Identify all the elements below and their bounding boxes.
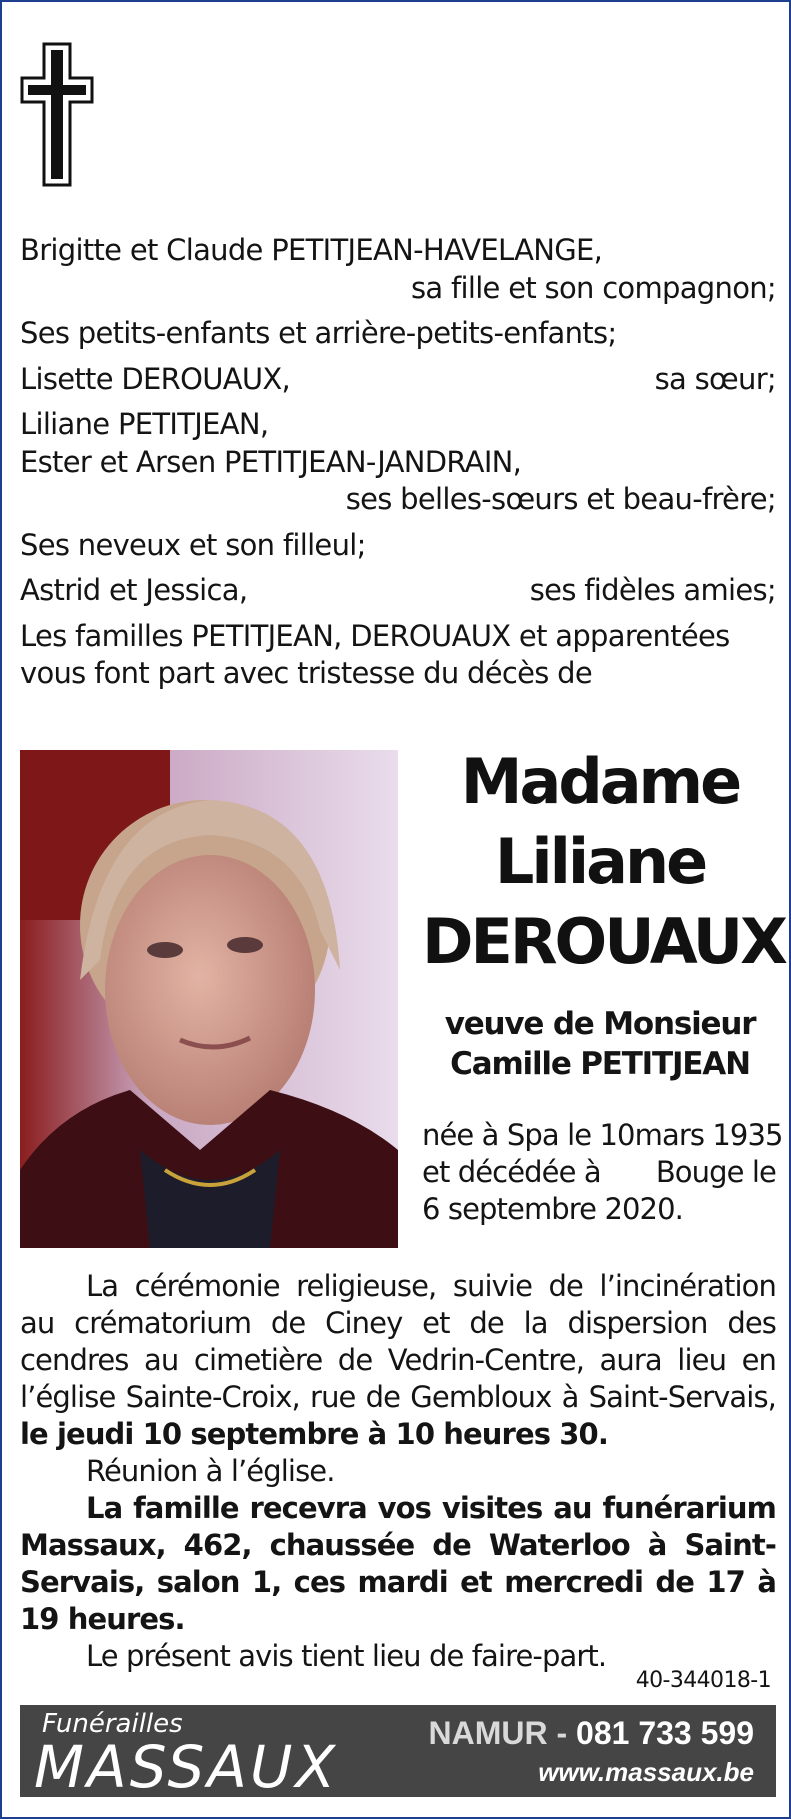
visits-text: La famille recevra vos visites au funérarium Massaux, 462, chaussée de Waterloo à Saint-Servais, salon 1, ces mardi et mercredi de 17 à 19 heures. <box>20 1491 776 1636</box>
deceased-last-name: DEROUAUX <box>422 905 785 978</box>
family-line: Liliane PETITJEAN, <box>20 407 269 441</box>
website-link[interactable]: www.massaux.be <box>538 1757 754 1787</box>
family-line: Ester et Arsen PETITJEAN-JANDRAIN, <box>20 444 522 479</box>
birth-death-dates: née à Spa le 10 mars 1935 et décédée à Bouge le 6 septembre 2020. <box>422 1118 783 1226</box>
family-list <box>20 232 776 693</box>
family-line: Lisette DEROUAUX, sa sœur; <box>20 361 776 396</box>
family-line: sa fille et son compagnon; <box>410 270 776 305</box>
ceremony-details <box>20 1268 776 1675</box>
reunion-text: Réunion à l’église. <box>86 1454 335 1488</box>
notice-text: Le présent avis tient lieu de faire-part. <box>86 1639 607 1673</box>
phone-line: NAMUR - 081 733 599 <box>428 1715 754 1751</box>
brand-small: Funérailles <box>42 1709 183 1739</box>
family-line: Les familles PETITJEAN, DEROUAUX et apparentées <box>20 618 730 653</box>
family-line: Brigitte et Claude PETITJEAN-HAVELANGE, <box>20 233 603 267</box>
ceremony-text: La cérémonie religieuse, suivie de l’incinération au crématorium de Ciney et de la dispersion des cendres au cimetière de Vedrin-Centre, aura lieu en l’église Sainte-Croix, rue de Gembloux à Saint-Servais, le jeudi 10 septembre à 10 heures 30. <box>20 1269 776 1451</box>
family-line: ses belles-sœurs et beau-frère; <box>345 482 776 516</box>
phone-number: 081 733 599 <box>576 1715 754 1751</box>
brand-logo: MASSAUX <box>34 1733 339 1797</box>
cross-icon <box>20 42 94 187</box>
deceased-name <box>422 742 785 982</box>
family-line: Astrid et Jessica, ses fidèles amies; <box>20 573 776 607</box>
deceased-title: Madame <box>460 745 740 818</box>
family-line: Ses neveux et son filleul; <box>20 527 366 562</box>
funeral-home-banner <box>20 1705 776 1797</box>
widow-of: veuve de Monsieur Camille PETITJEAN <box>444 1006 756 1082</box>
deceased-first-name: Liliane <box>494 825 706 898</box>
family-line: Ses petits-enfants et arrière-petits-enfants; <box>20 316 617 350</box>
family-line: vous font part avec tristesse du décès de <box>20 656 593 690</box>
ceremony-date: le jeudi 10 septembre à 10 heures 30. <box>20 1417 608 1451</box>
portrait-photo <box>20 750 398 1248</box>
reference-number: 40-344018-1 <box>635 1668 771 1693</box>
